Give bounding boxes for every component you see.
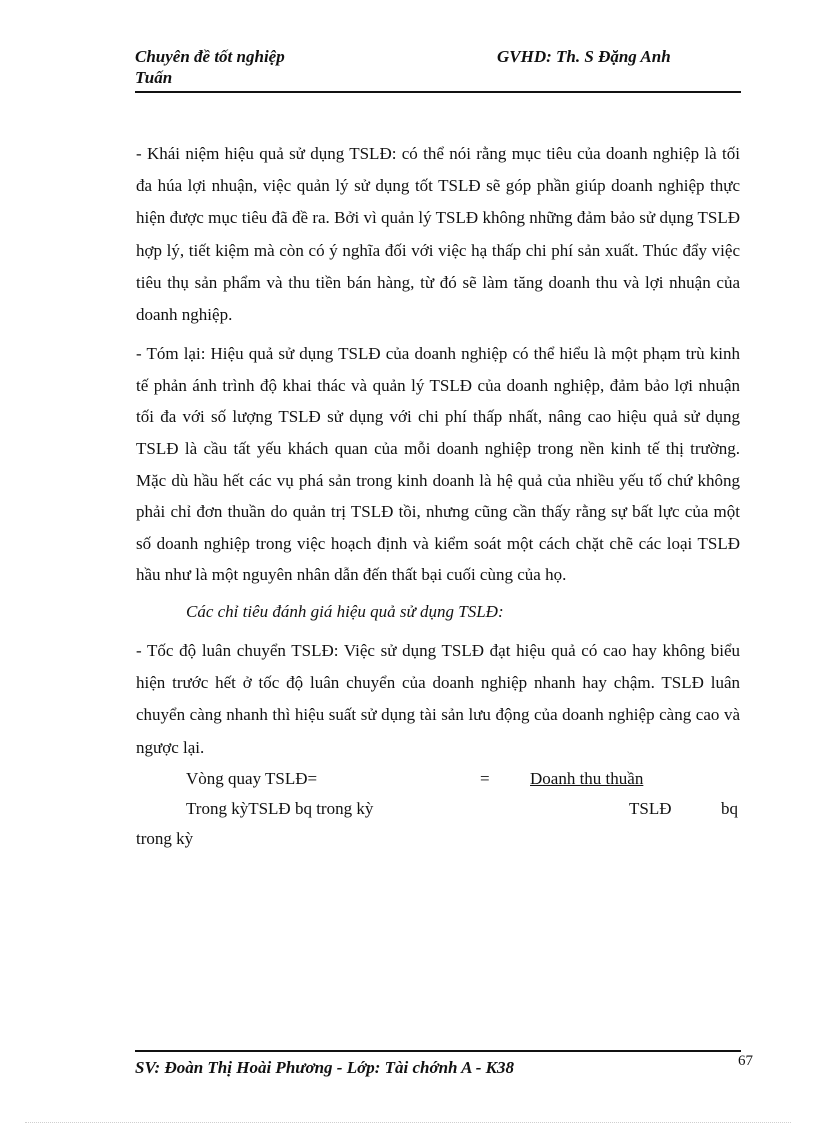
formula-numerator: Doanh thu thuần — [530, 768, 644, 788]
footer-student-info: SV: Đoàn Thị Hoài Phương - Lớp: Tài chớnh A - K38 — [135, 1058, 515, 1077]
formula-denominator: TSLĐ — [629, 798, 672, 818]
header-right: GVHD: Th. S Đặng Anh — [497, 47, 671, 66]
page-number: 67 — [738, 1053, 753, 1069]
header-rule — [135, 91, 741, 93]
paragraph-concept: - Khái niệm hiệu quả sử dụng TSLĐ: có thể nói rằng mục tiêu của doanh nghiệp là tối đa húa lợi nhuận, việc quản lý sử dụng tốt TSLĐ sẽ góp phần giúp doanh nghiệp thực hiện được mục tiêu đã đề ra. Bởi vì quản lý TSLĐ không những đảm bảo sử dụng TSLĐ hợp lý, tiết kiệm mà còn có ý nghĩa đối với việc hạ thấp chi phí sản xuất. Thúc đẩy việc tiêu thụ sản phẩm và thu tiền bán hàng, từ đó sẽ làm tăng doanh thu và lợi nhuận của doanh nghiệp. — [136, 144, 740, 325]
formula-line2-text: Trong kỳTSLĐ bq trong kỳ — [186, 798, 374, 818]
section-subheading: Các chỉ tiêu đánh giá hiệu quả sử dụng TSLĐ: — [186, 601, 504, 621]
formula-lhs: Vòng quay TSLĐ= — [186, 768, 318, 788]
formula-block — [136, 768, 740, 848]
footer-rule — [135, 1050, 741, 1052]
header-left-line2: Tuấn — [135, 68, 173, 87]
formula-line3-text: trong kỳ — [136, 828, 194, 848]
header-left-line1: Chuyên đề tốt nghiệp — [135, 47, 285, 66]
header-left — [135, 46, 335, 88]
paragraph-turnover-speed: - Tốc độ luân chuyển TSLĐ: Việc sử dụng TSLĐ đạt hiệu quả có cao hay không biểu hiện trước hết ở tốc độ luân chuyển của doanh nghiệp nhanh hay chậm. TSLĐ luân chuyển càng nhanh thì hiệu suất sử dụng tài sản lưu động của doanh nghiệp càng cao và ngược lại. — [136, 640, 740, 757]
page-body — [136, 138, 740, 848]
paragraph-summary: - Tóm lại: Hiệu quả sử dụng TSLĐ của doanh nghiệp có thể hiểu là một phạm trù kinh tế phản ánh trình độ khai thác và quản lý TSLĐ của doanh nghiệp, đảm bảo lợi nhuận tối đa với số lượng TSLĐ sử dụng với chi phí thấp nhất, nâng cao hiệu quả sử dụng TSLĐ là cầu tất yếu khách quan của mỗi doanh nghiệp trong nền kinh tế thị trường. Mặc dù hầu hết các vụ phá sản trong kinh doanh là hệ quả của nhiều yếu tố chứ không phải chỉ đơn thuần do quản trị TSLĐ tồi, nhưng cũng cần thấy rằng sự bất lực của một số doanh nghiệp trong việc hoạch định và kiểm soát một cách chặt chẽ các loại TSLĐ hầu như là một nguyên nhân dẫn đến thất bại cuối cùng của họ. — [136, 344, 740, 585]
formula-denominator-suffix: bq — [721, 798, 738, 818]
formula-equals: = — [480, 768, 490, 788]
